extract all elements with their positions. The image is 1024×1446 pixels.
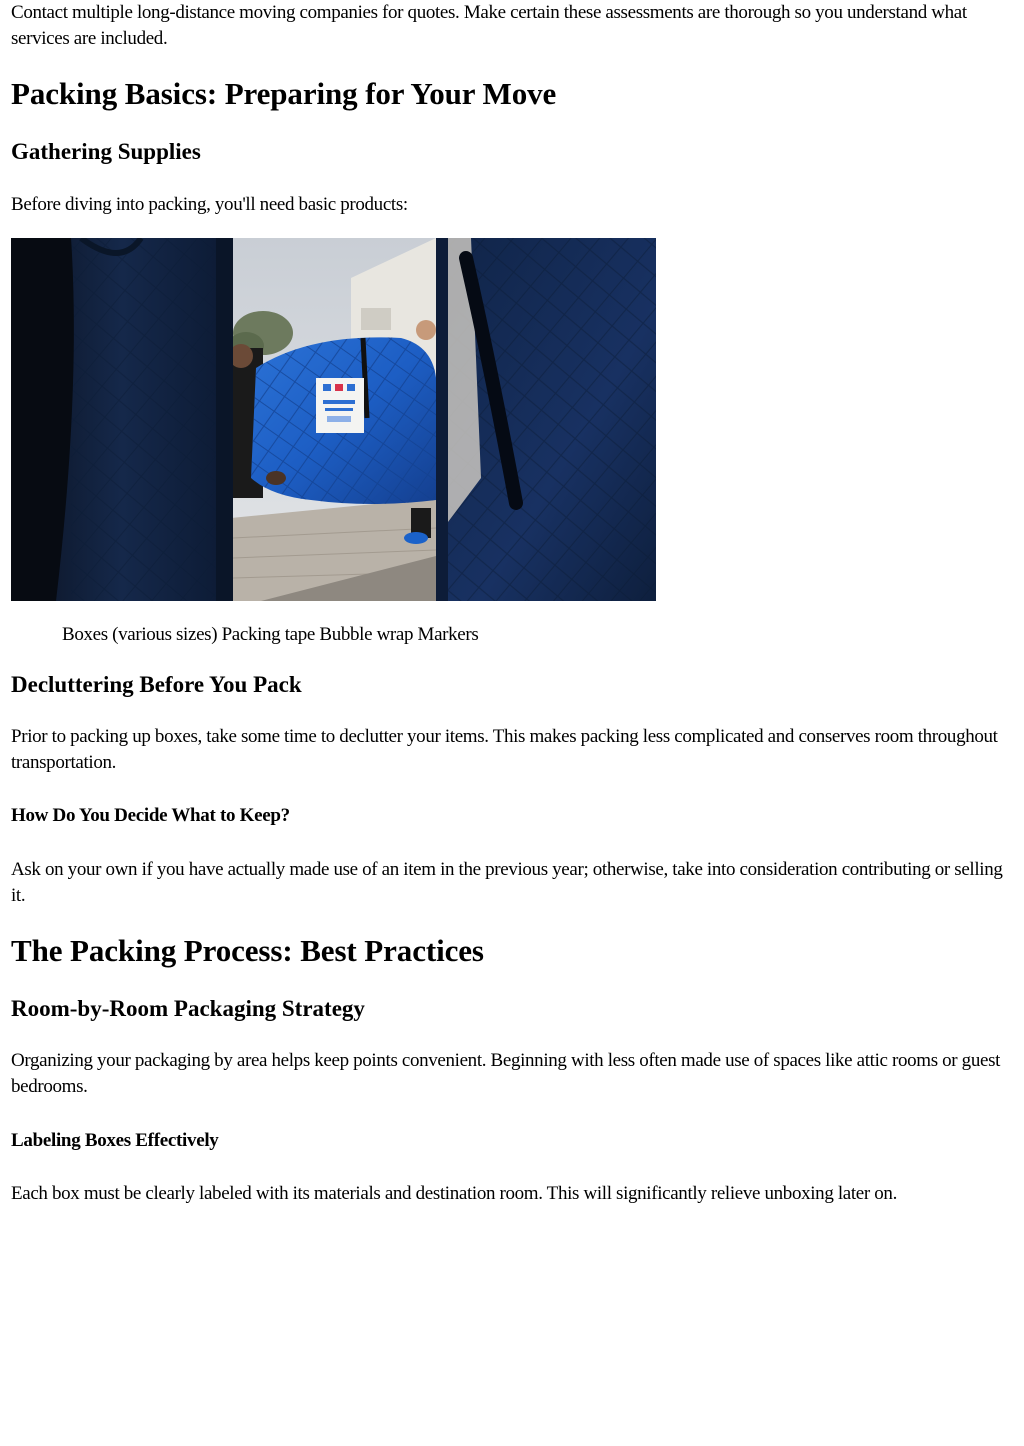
what-to-keep-paragraph: Ask on your own if you have actually made use of an item in the previous year; otherwise, take into consideration contributing or selling it. <box>11 859 1003 906</box>
heading-gathering-supplies: Gathering Supplies <box>11 139 201 164</box>
supplies-list: Boxes (various sizes) Packing tape Bubble wrap Markers <box>62 624 479 645</box>
heading-decluttering: Decluttering Before You Pack <box>11 672 302 697</box>
labeling-boxes-paragraph: Each box must be clearly labeled with its materials and destination room. This will significantly relieve unboxing later on. <box>11 1183 897 1204</box>
gathering-supplies-paragraph: Before diving into packing, you'll need basic products: <box>11 194 408 215</box>
heading-labeling-boxes: Labeling Boxes Effectively <box>11 1130 219 1151</box>
heading-room-by-room: Room-by-Room Packaging Strategy <box>11 996 365 1021</box>
intro-paragraph: Contact multiple long-distance moving companies for quotes. Make certain these assessments are thorough so you understand what services are included. <box>11 2 967 49</box>
decluttering-paragraph: Prior to packing up boxes, take some time to declutter your items. This makes packing less complicated and conserves room throughout transportation. <box>11 726 998 773</box>
heading-packing-basics: Packing Basics: Preparing for Your Move <box>11 76 557 111</box>
heading-packing-process: The Packing Process: Best Practices <box>11 933 484 968</box>
room-by-room-paragraph: Organizing your packaging by area helps keep points convenient. Beginning with less often made use of spaces like attic rooms or guest bedrooms. <box>11 1050 1001 1097</box>
heading-what-to-keep: How Do You Decide What to Keep? <box>11 805 290 826</box>
movers-photo <box>11 238 656 601</box>
